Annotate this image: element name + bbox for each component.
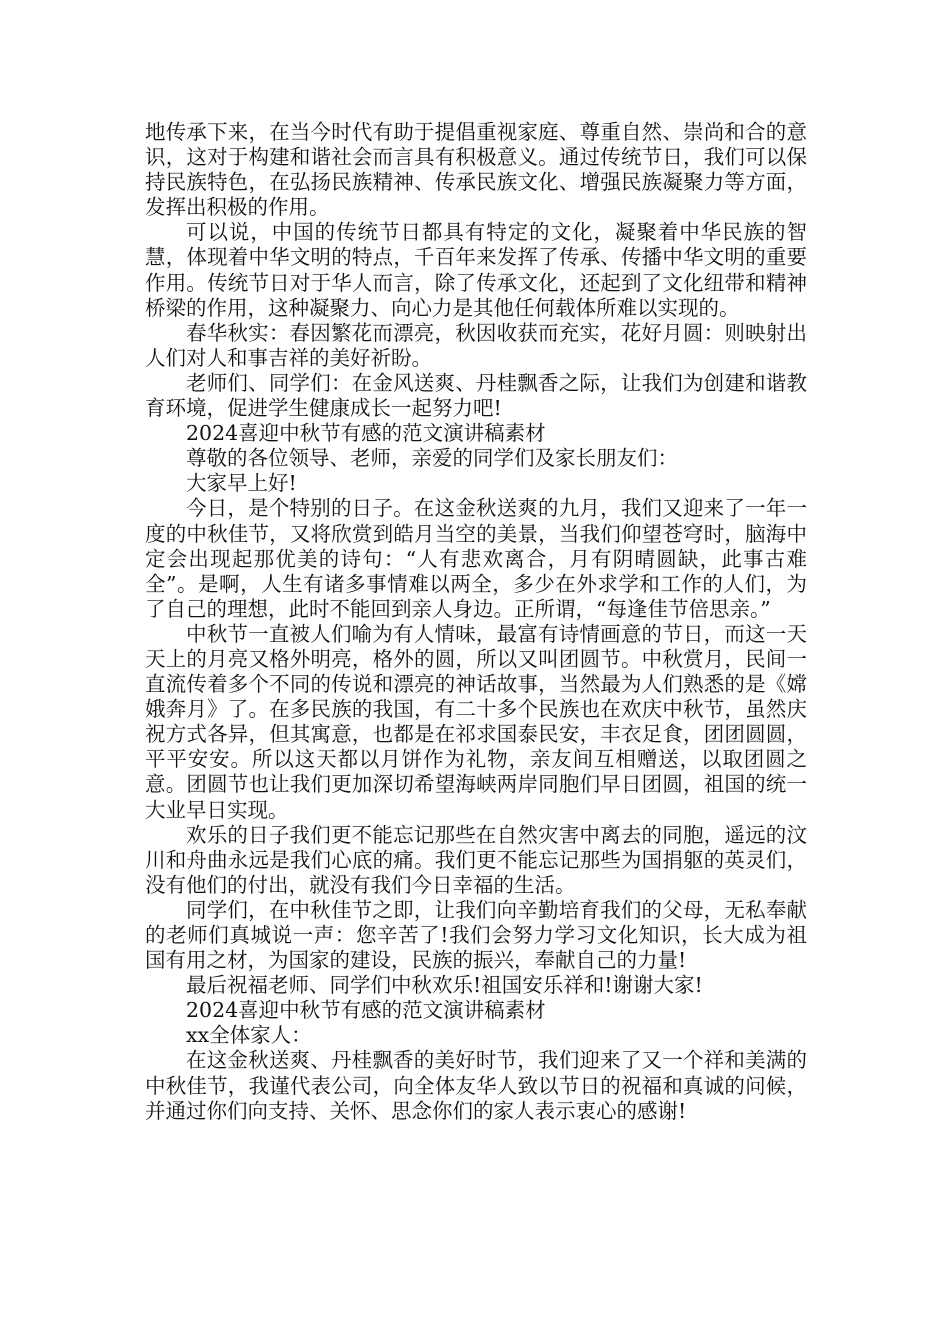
paragraph-continuation: 地传承下来，在当今时代有助于提倡重视家庭、尊重自然、崇尚和合的意识，这对于构建和谐社会而言具有积极意义。通过传统节日，我们可以保持民族特色，在弘扬民族精神、传承民族文化、增强民族凝聚力等方面，发挥出积极的作用。 xyxy=(145,120,807,220)
paragraph-remember: 欢乐的日子我们更不能忘记那些在自然灾害中离去的同胞，遥远的汶川和舟曲永远是我们心底的痛。我们更不能忘记那些为国捐躯的英灵们，没有他们的付出，就没有我们今日幸福的生活。 xyxy=(145,822,807,897)
paragraph-traditional-festival-culture: 可以说，中国的传统节日都具有特定的文化，凝聚着中华民族的智慧，体现着中华文明的特点，千百年来发挥了传承、传播中华文明的重要作用。传统节日对于华人而言，除了传承文化，还起到了文化纽带和精神桥梁的作用，这种凝聚力、向心力是其他任何载体所难以实现的。 xyxy=(145,220,807,320)
salutation-1: 尊敬的各位领导、老师，亲爱的同学们及家长朋友们： xyxy=(186,446,678,471)
paragraph-closing-call: 老师们、同学们：在金风送爽、丹桂飘香之际，让我们为创建和谐教育环境，促进学生健康成长一起努力吧! xyxy=(145,370,807,421)
paragraph-mid-autumn: 中秋节一直被人们喻为有人情味，最富有诗情画意的节日，而这一天天上的月亮又格外明亮，格外的圆，所以又叫团圆节。中秋赏月，民间一直流传着多个不同的传说和漂亮的神话故事，当然最为人们熟悉的是《嫦娥奔月》了。在多民族的我国，有二十多个民族也在欢庆中秋节，虽然庆祝方式各异，但其寓意，也都是在祁求国泰民安，丰衣足食，团团圆圆，平平安安。所以这天都以月饼作为礼物，亲友间互相赠送，以取团圆之意。团圆节也让我们更加深切希望海峡两岸同胞们早日团圆，祖国的统一大业早日实现。 xyxy=(145,621,807,822)
section-heading-2: 2024喜迎中秋节有感的范文演讲稿素材 xyxy=(186,998,546,1023)
section-heading-1: 2024喜迎中秋节有感的范文演讲稿素材 xyxy=(186,421,546,446)
paragraph-final-wishes: 最后祝福老师、同学们中秋欢乐!祖国安乐祥和!谢谢大家! xyxy=(186,973,703,998)
paragraph-company-greeting: 在这金秋送爽、丹桂飘香的美好时节，我们迎来了又一个祥和美满的中秋佳节，我谨代表公司，向全体友华人致以节日的祝福和真诚的问候，并通过你们向支持、关怀、思念你们的家人表示衷心的感谢! xyxy=(145,1048,807,1123)
paragraph-students: 同学们，在中秋佳节之即，让我们向辛勤培育我们的父母，无私奉献的老师们真城说一声：您辛苦了!我们会努力学习文化知识，长大成为祖国有用之材，为国家的建设，民族的振兴，奉献自己的力量! xyxy=(145,897,807,973)
paragraph-today-special: 今日，是个特别的日子。在这金秋送爽的九月，我们又迎来了一年一度的中秋佳节，又将欣赏到皓月当空的美景，当我们仰望苍穹时，脑海中定会出现起那优美的诗句：“人有悲欢离合，月有阴晴圆缺，此事古难全”。是啊，人生有诸多事情难以两全，多少在外求学和工作的人们，为了自己的理想，此时不能回到亲人身边。正所谓，“每逢佳节倍思亲。” xyxy=(145,496,807,621)
paragraph-spring-autumn: 春华秋实：春因繁花而漂亮，秋因收获而充实，花好月圆：则映射出人们对人和事吉祥的美好祈盼。 xyxy=(145,320,807,370)
salutation-2: xx全体家人： xyxy=(186,1023,312,1048)
document-page xyxy=(145,120,807,1124)
greeting-1: 大家早上好! xyxy=(186,471,297,496)
